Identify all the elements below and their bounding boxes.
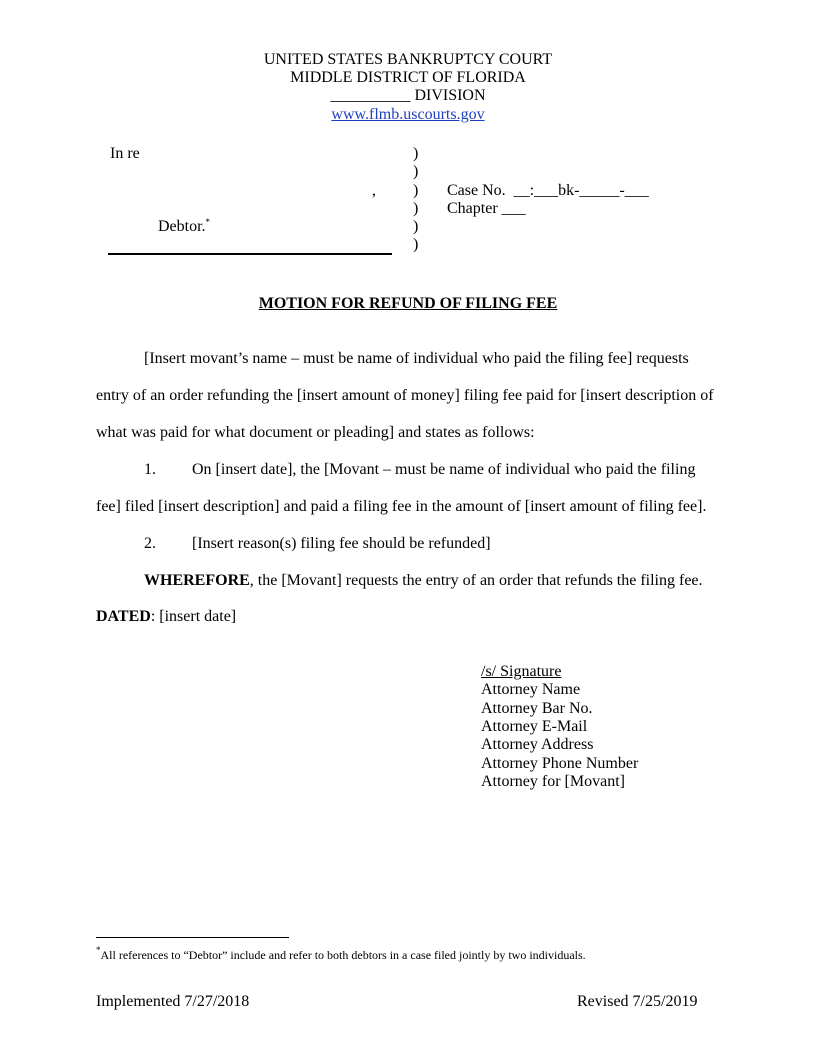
implemented-date: Implemented 7/27/2018 (96, 993, 250, 1010)
division-line: __________ DIVISION (330, 87, 486, 104)
debtor-label: Debtor.* (158, 217, 211, 235)
debtor-name-comma: , (372, 182, 376, 199)
caption-paren: ) (413, 163, 419, 180)
caption-paren: ) (413, 200, 419, 217)
intro-line-2: entry of an order refunding the [insert amount of money] filing fee paid for [insert description of (96, 387, 714, 404)
caption-rule (108, 253, 392, 255)
item-1-line-1: On [insert date], the [Movant – must be name of individual who paid the filing (192, 461, 696, 478)
caption-paren: ) (413, 182, 419, 199)
item-1-number: 1. (144, 461, 156, 478)
caption-paren: ) (413, 218, 419, 235)
document-title: MOTION FOR REFUND OF FILING FEE (258, 295, 558, 312)
signature-line: /s/ Signature (481, 663, 562, 680)
attorney-for: Attorney for [Movant] (481, 773, 625, 790)
caption-paren: ) (413, 145, 419, 162)
footnote-mark: * (205, 217, 211, 227)
attorney-name: Attorney Name (481, 681, 581, 698)
wherefore-clause: WHEREFORE, the [Movant] requests the entry of an order that refunds the filing fee. (144, 572, 703, 589)
court-name: UNITED STATES BANKRUPTCY COURT (263, 51, 553, 68)
website-link[interactable]: www.flmb.uscourts.gov (331, 106, 485, 123)
caption-paren: ) (413, 236, 419, 253)
attorney-phone: Attorney Phone Number (481, 755, 639, 772)
website-row (0, 106, 816, 124)
document-title-row (0, 295, 816, 313)
intro-line-3: what was paid for what document or pleading] and states as follows: (96, 424, 535, 441)
in-re-label: In re (110, 145, 140, 162)
dated-line: DATED: [insert date] (96, 608, 237, 625)
revised-date: Revised 7/25/2019 (577, 993, 698, 1010)
footnote-rule (96, 937, 289, 938)
case-number: Case No. __:___bk-_____-___ (447, 182, 649, 199)
chapter-number: Chapter ___ (447, 200, 526, 217)
intro-line-1: [Insert movant’s name – must be name of individual who paid the filing fee] requests (144, 350, 689, 367)
item-1-line-2: fee] filed [insert description] and paid a filing fee in the amount of [insert amount of filing fee]. (96, 498, 707, 515)
attorney-address: Attorney Address (481, 736, 594, 753)
item-2-number: 2. (144, 535, 156, 552)
attorney-bar-no: Attorney Bar No. (481, 700, 593, 717)
footnote: *All references to “Debtor” include and refer to both debtors in a case filed jointly by two individuals. (96, 945, 586, 962)
item-2-text: [Insert reason(s) filing fee should be refunded] (192, 535, 491, 552)
attorney-email: Attorney E-Mail (481, 718, 588, 735)
district-name: MIDDLE DISTRICT OF FLORIDA (290, 69, 526, 86)
